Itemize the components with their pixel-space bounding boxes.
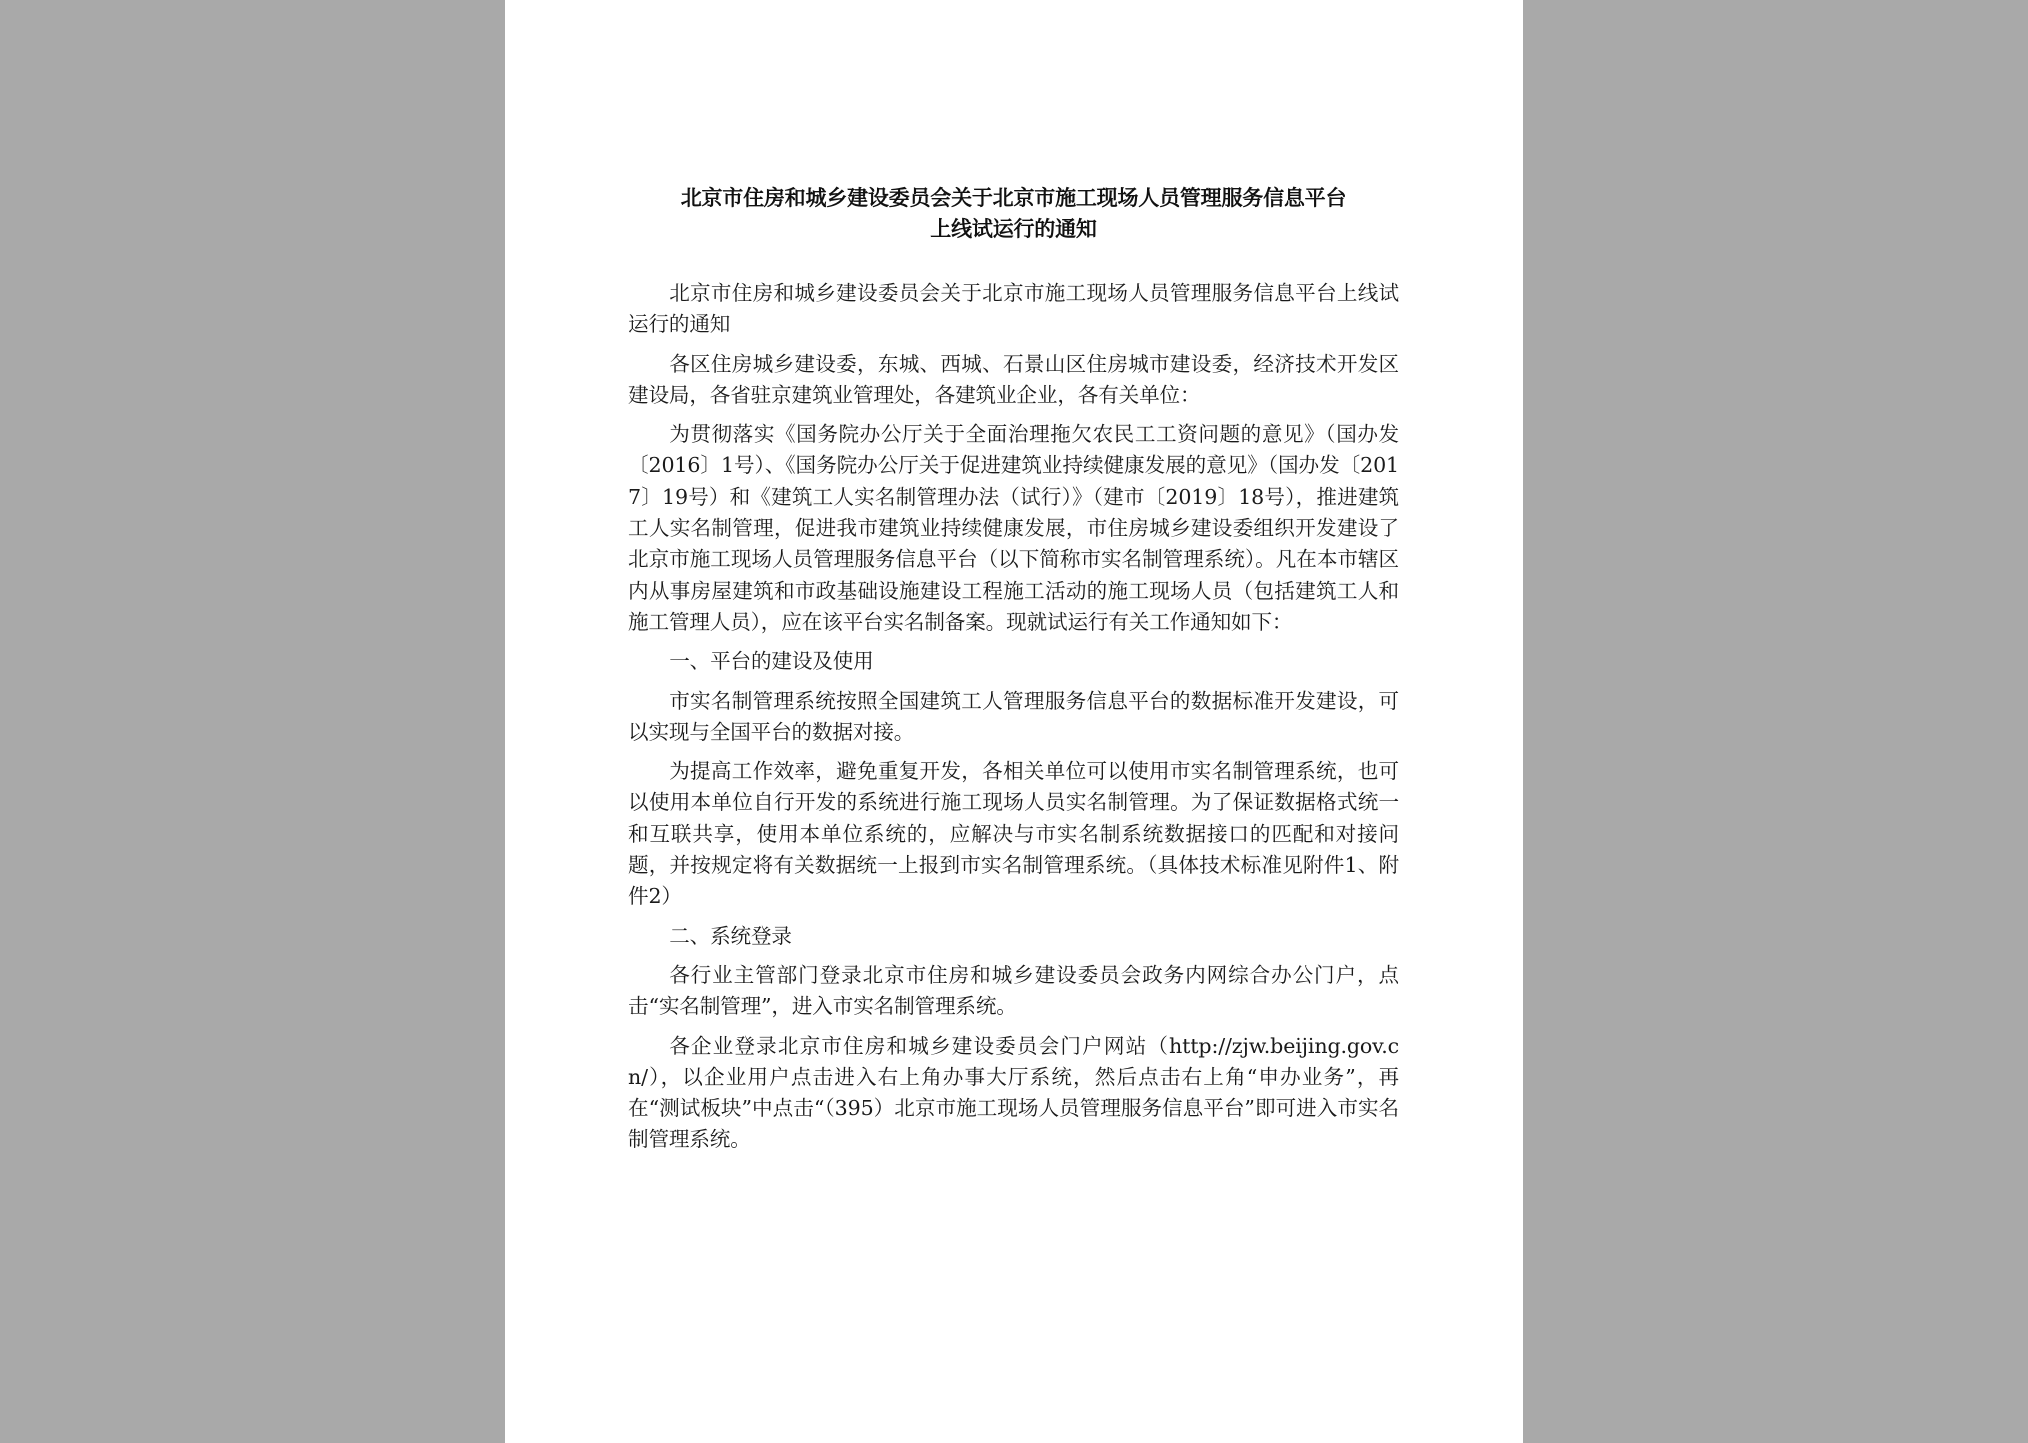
document-title-line-1: 北京市住房和城乡建设委员会关于北京市施工现场人员管理服务信息平台: [680, 186, 1347, 210]
document-title-line-2: 上线试运行的通知: [930, 217, 1097, 241]
paragraph-platform-standard: 市实名制管理系统按照全国建筑工人管理服务信息平台的数据标准开发建设，可以实现与全国平台的数据对接。: [628, 688, 1399, 744]
paragraph-recipients: 各区住房城乡建设委，东城、西城、石景山区住房城市建设委，经济技术开发区建设局，各省驻京建筑业管理处，各建筑业企业，各有关单位：: [628, 351, 1399, 407]
section-heading-platform: 一、平台的建设及使用: [669, 649, 874, 674]
section-heading-login: 二、系统登录: [669, 923, 792, 948]
paragraph-login-enterprises: 各企业登录北京市住房和城乡建设委员会门户网站（http://zjw.beijing.gov.cn/），以企业用户点击进入右上角办事大厅系统，然后点击右上角“申办业务”，再在“测试板块”中点击“（395）北京市施工现场人员管理服务信息平台”即可进入市实名制管理系统。: [628, 1033, 1399, 1152]
paragraph-notice-title: 北京市住房和城乡建设委员会关于北京市施工现场人员管理服务信息平台上线试运行的通知: [628, 281, 1399, 337]
document-title: [628, 183, 1399, 245]
document-page: [505, 0, 1523, 1443]
paragraph-login-departments: 各行业主管部门登录北京市住房和城乡建设委员会政务内网综合办公门户，点击“实名制管理”，进入市实名制管理系统。: [628, 962, 1399, 1019]
paragraph-platform-usage: 为提高工作效率，避免重复开发，各相关单位可以使用市实名制管理系统，也可以使用本单位自行开发的系统进行施工现场人员实名制管理。为了保证数据格式统一和互联共享，使用本单位系统的，应解决与市实名制系统数据接口的匹配和对接问题，并按规定将有关数据统一上报到市实名制管理系统。（具体技术标准见附件1、附件2）: [628, 759, 1399, 909]
paragraph-background: 为贯彻落实《国务院办公厅关于全面治理拖欠农民工工资问题的意见》（国办发〔2016〕1号）、《国务院办公厅关于促进建筑业持续健康发展的意见》（国办发〔2017〕19号）和《建筑工人实名制管理办法（试行）》（建市〔2019〕18号），推进建筑工人实名制管理，促进我市建筑业持续健康发展，市住房城乡建设委组织开发建设了北京市施工现场人员管理服务信息平台（以下简称市实名制管理系统）。凡在本市辖区内从事房屋建筑和市政基础设施建设工程施工活动的施工现场人员（包括建筑工人和施工管理人员），应在该平台实名制备案。现就试运行有关工作通知如下：: [628, 422, 1399, 634]
